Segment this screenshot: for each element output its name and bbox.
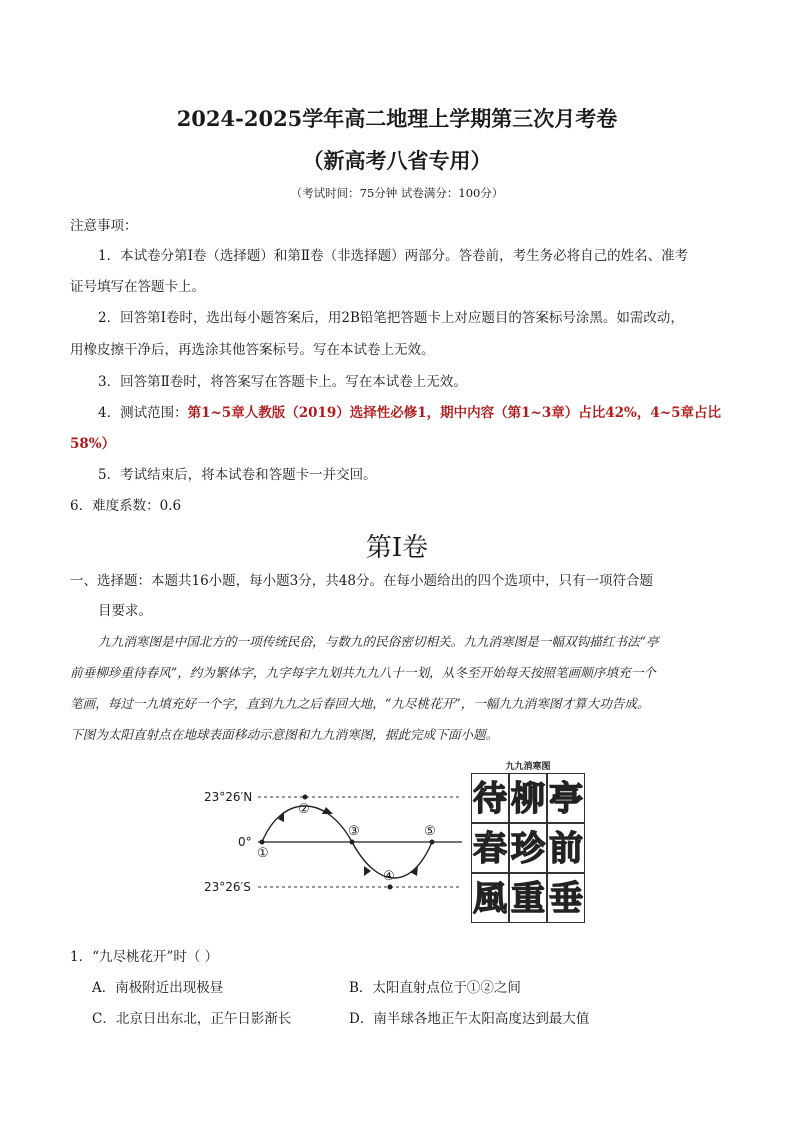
calligraphy-char: 風 bbox=[473, 879, 507, 919]
calligraphy-char: 柳 bbox=[511, 779, 545, 819]
option-b[interactable]: B．太阳直射点位于①②之间 bbox=[349, 980, 521, 996]
note-item5: 5．考试结束后，将本试卷和答题卡一并交回。 bbox=[98, 467, 377, 483]
char-cell bbox=[547, 823, 585, 873]
point-3-dot bbox=[350, 840, 355, 845]
label-south-tropic: 23°26′S bbox=[204, 880, 251, 894]
passage-line1: 九九消寒图是中国北方的一项传统民俗，与数九的民俗密切相关。九九消寒图是一幅双钩描红书法“亭 bbox=[98, 634, 659, 649]
exam-subtitle: （新高考八省专用） bbox=[302, 148, 492, 173]
sun-path-diagram bbox=[200, 782, 462, 900]
note-item4-scope: 第1~5章人教版（2019）选择性必修1，期中内容（第1~3章）占比42%，4~5章占比 bbox=[187, 405, 721, 421]
calligraphy-char: 重 bbox=[511, 879, 545, 919]
char-cell bbox=[509, 873, 547, 923]
option-c[interactable]: C．北京日出东北，正午日影渐长 bbox=[92, 1011, 292, 1027]
question-1-stem: 1．“九尽桃花开”时（ ） bbox=[70, 949, 219, 965]
point-3-label: ③ bbox=[348, 824, 360, 839]
section-instruction-line1: 一、选择题：本题共16小题，每小题3分，共48分。在每小题给出的四个选项中，只有一项符合题 bbox=[70, 573, 653, 589]
note-item4-line1 bbox=[98, 403, 721, 423]
exam-info: （考试时间：75分钟 试卷满分：100分） bbox=[290, 186, 504, 200]
passage-line3: 笔画，每过一九填充好一个字，直到九九之后春回大地，“九尽桃花开”，一幅九九消寒图才算大功告成。 bbox=[70, 696, 650, 711]
note-item2-line1: 2．回答第Ⅰ卷时，选出每小题答案后，用2B铅笔把答题卡上对应题目的答案标号涂黑。如需改动， bbox=[98, 310, 684, 326]
char-cell bbox=[509, 773, 547, 823]
calligraphy-char: 垂 bbox=[549, 879, 583, 919]
char-cell bbox=[471, 773, 509, 823]
note-item1-line2: 证号填写在答题卡上。 bbox=[70, 279, 205, 295]
notes-heading: 注意事项： bbox=[70, 218, 138, 234]
note-item4-prefix: 4．测试范围： bbox=[98, 405, 188, 421]
passage-line2: 前垂柳珍重待春风”，约为繁体字，九字每字九划共九九八十一划，从冬至开始每天按照笔画顺序填充一个 bbox=[70, 665, 656, 680]
nine-nine-chart bbox=[469, 757, 587, 929]
option-d[interactable]: D．南半球各地正午太阳高度达到最大值 bbox=[349, 1011, 590, 1027]
point-1-label: ① bbox=[257, 846, 269, 861]
arrow-head-4 bbox=[410, 866, 418, 876]
char-cell bbox=[547, 873, 585, 923]
point-2-dot bbox=[303, 795, 308, 800]
point-4-dot bbox=[388, 885, 393, 890]
calligraphy-char: 前 bbox=[549, 829, 583, 869]
point-1-dot bbox=[260, 840, 265, 845]
note-item6: 6．难度系数：0.6 bbox=[70, 498, 182, 514]
label-north-tropic: 23°26′N bbox=[204, 790, 253, 804]
point-5-label: ⑤ bbox=[424, 824, 436, 839]
calligraphy-char: 珍 bbox=[511, 829, 545, 869]
chart-title: 九九消寒图 bbox=[505, 762, 551, 772]
section-instruction-line2: 目要求。 bbox=[98, 603, 152, 619]
char-cell bbox=[471, 823, 509, 873]
char-cell bbox=[547, 773, 585, 823]
passage-line4: 下图为太阳直射点在地球表面移动示意图和九九消寒图，据此完成下面小题。 bbox=[70, 727, 499, 742]
point-2-label: ② bbox=[298, 802, 310, 817]
exam-title: 2024-2025学年高二地理上学期第三次月考卷 bbox=[176, 106, 618, 131]
char-cell bbox=[509, 823, 547, 873]
label-equator: 0° bbox=[238, 835, 252, 849]
section-heading: 第Ⅰ卷 bbox=[365, 533, 429, 563]
calligraphy-char: 春 bbox=[473, 829, 507, 869]
point-5-dot bbox=[430, 840, 435, 845]
note-item2-line2: 用橡皮擦干净后，再选涂其他答案标号。写在本试卷上无效。 bbox=[70, 342, 435, 358]
calligraphy-char: 待 bbox=[473, 779, 507, 819]
calligraphy-char: 亭 bbox=[549, 779, 583, 819]
note-item1-line1: 1．本试卷分第Ⅰ卷（选择题）和第Ⅱ卷（非选择题）两部分。答卷前，考生务必将自己的姓名、准考 bbox=[98, 248, 689, 264]
char-cell bbox=[471, 873, 509, 923]
note-item3: 3．回答第Ⅱ卷时，将答案写在答题卡上。写在本试卷上无效。 bbox=[98, 374, 467, 390]
option-a[interactable]: A．南极附近出现极昼 bbox=[92, 980, 224, 996]
point-4-label: ④ bbox=[383, 869, 395, 884]
note-item4-line2: 58%） bbox=[70, 436, 116, 452]
